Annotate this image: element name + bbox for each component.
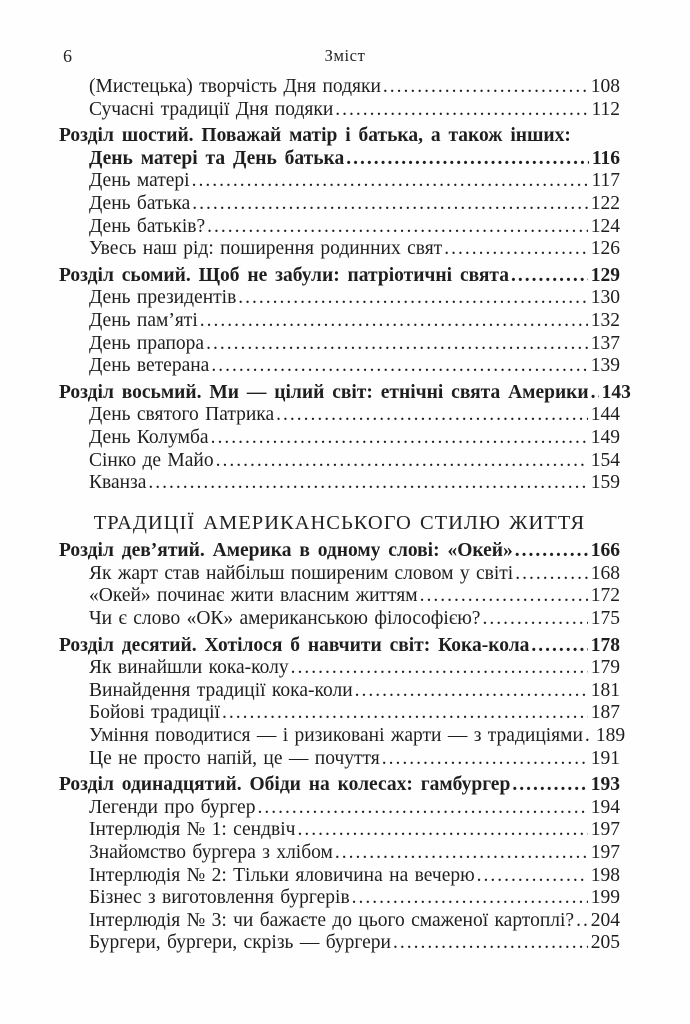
toc-entry <box>59 887 620 910</box>
toc-entry-label: Інтерлюдія № 2: Тільки яловичина на вечерю <box>89 864 475 886</box>
toc-entry-label: Розділ сьомий. Щоб не забули: патріотичні свята <box>59 264 509 286</box>
toc-entry-page: 187 <box>590 702 620 724</box>
dot-leader <box>511 265 588 288</box>
toc-entry <box>59 472 620 495</box>
toc-entry <box>59 450 620 473</box>
dot-leader <box>216 450 588 473</box>
toc-entry-label: Кванза <box>89 472 147 494</box>
table-of-contents <box>59 76 631 955</box>
toc-entry-label: Сінко де Майо <box>89 449 214 471</box>
toc-entry-page: 154 <box>590 449 620 471</box>
toc-entry-label: Інтерлюдія № 3: чи бажаєте до цього смаженої картоплі? <box>89 909 575 931</box>
toc-entry-page: 197 <box>590 842 620 863</box>
dot-leader <box>257 797 587 820</box>
dot-leader <box>591 382 599 405</box>
toc-entry <box>59 216 620 239</box>
toc-entry-page: 181 <box>590 679 620 701</box>
toc-entry-label: День президентів <box>89 287 237 309</box>
toc-entry-label: Це не просто напій, це — почуття <box>89 747 380 769</box>
toc-entry <box>59 725 626 748</box>
toc-entry <box>59 333 620 356</box>
toc-entry <box>59 657 620 680</box>
toc-entry-label: Знайомство бургера з хлібом <box>89 842 333 863</box>
toc-entry-page: 117 <box>591 170 620 192</box>
dot-leader <box>335 99 588 122</box>
toc-entry-page: 178 <box>590 634 620 656</box>
toc-entry-label: Уміння поводитися — і ризиковані жарти — з традиціями <box>89 725 583 747</box>
toc-entry-page: 126 <box>590 238 620 260</box>
toc-entry <box>59 748 620 771</box>
toc-entry-page: 191 <box>590 747 620 769</box>
toc-chapter-title-line1: Розділ шостий. Поважай матір і батька, а також інших: <box>59 125 571 147</box>
toc-entry-page: 175 <box>590 608 620 630</box>
toc-entry <box>59 910 620 933</box>
toc-entry <box>59 680 620 703</box>
toc-entry-label: Розділ дев’ятий. Америка в одному слові: «Окей» <box>59 540 513 562</box>
toc-entry <box>59 608 620 631</box>
toc-entry-page: 116 <box>591 147 620 169</box>
toc-entry-label: Увесь наш рід: поширення родинних свят <box>89 238 443 260</box>
dot-leader <box>200 310 588 333</box>
dot-leader <box>382 748 588 771</box>
page-header <box>0 46 690 66</box>
toc-entry <box>59 99 620 122</box>
dot-leader <box>297 819 587 842</box>
toc-entry-label: Розділ десятий. Хотілося б навчити світ: Кока-кола <box>59 634 530 656</box>
dot-leader <box>515 540 588 563</box>
toc-entry <box>59 865 620 888</box>
toc-entry-label: День батьків? <box>89 215 206 237</box>
dot-leader <box>352 887 588 910</box>
toc-entry-label: Чи є слово «ОК» американською філософією? <box>89 608 481 630</box>
toc-entry-label: День прапора <box>89 332 205 354</box>
toc-entry-label: День святого Патрика <box>89 404 275 426</box>
section-heading: ТРАДИЦІЇ АМЕРИКАНСЬКОГО СТИЛЮ ЖИТТЯ <box>93 511 586 534</box>
toc-entry-page: 124 <box>590 215 620 237</box>
toc-entry <box>59 702 620 725</box>
toc-entry-label: Розділ одинадцятий. Обіди на колесах: гамбургер <box>59 774 511 796</box>
toc-entry-page: 179 <box>590 657 620 679</box>
toc-entry-label: День пам’яті <box>89 309 198 331</box>
toc-entry <box>59 563 620 586</box>
dot-leader <box>211 427 588 450</box>
dot-leader <box>335 842 588 865</box>
toc-chapter-entry <box>59 381 631 405</box>
toc-entry-page: 159 <box>590 472 620 494</box>
toc-entry-label: День матері <box>89 170 190 192</box>
toc-entry-page: 112 <box>591 98 620 120</box>
toc-entry-label: День батька <box>89 192 191 214</box>
dot-leader <box>276 404 588 427</box>
toc-entry <box>59 427 620 450</box>
toc-chapter-entry <box>59 540 620 563</box>
toc-entry-page: 137 <box>590 332 620 354</box>
dot-leader <box>531 635 587 658</box>
dot-leader <box>192 193 588 216</box>
dot-leader <box>192 170 589 193</box>
toc-entry-page: 199 <box>590 887 620 909</box>
dot-leader <box>346 148 589 171</box>
toc-entry-page: 205 <box>590 932 620 954</box>
dot-leader <box>393 932 588 955</box>
toc-entry-page: 166 <box>590 540 620 562</box>
dot-leader <box>206 333 588 356</box>
toc-entry-page: 168 <box>590 562 620 584</box>
dot-leader <box>420 585 588 608</box>
toc-entry <box>59 170 620 193</box>
toc-entry-page: 172 <box>590 585 620 607</box>
dot-leader <box>477 865 588 888</box>
toc-entry-label: День ветерана <box>89 355 210 377</box>
toc-entry <box>59 76 620 99</box>
toc-entry-label: Бізнес з виготовлення бургерів <box>89 887 350 909</box>
toc-entry-label: День матері та День батька <box>89 147 345 169</box>
dot-leader <box>355 680 588 703</box>
dot-leader <box>222 702 588 725</box>
toc-entry <box>59 932 620 955</box>
toc-entry-label: Розділ восьмий. Ми — цілий світ: етнічні свята Америки <box>59 381 589 403</box>
toc-chapter-entry <box>59 774 620 797</box>
toc-entry-page: 149 <box>590 426 620 448</box>
toc-chapter-entry <box>59 265 620 288</box>
toc-entry-label: Інтерлюдія № 1: сендвіч <box>89 819 296 841</box>
dot-leader <box>211 355 587 378</box>
toc-entry-page: 193 <box>590 774 620 796</box>
dot-leader <box>512 774 587 797</box>
toc-entry <box>59 238 620 261</box>
dot-leader <box>576 910 588 933</box>
dot-leader <box>383 76 588 99</box>
toc-entry <box>59 797 620 820</box>
dot-leader <box>207 216 588 239</box>
toc-entry-label: «Окей» починає жити власним життям <box>89 585 418 607</box>
toc-entry-page: 143 <box>601 381 631 403</box>
toc-entry <box>59 287 620 310</box>
toc-entry-page: 197 <box>590 819 620 841</box>
running-head-title: Зміст <box>324 46 366 65</box>
dot-leader <box>238 287 587 310</box>
toc-chapter-entry <box>59 148 620 171</box>
toc-entry-page: 122 <box>590 192 620 214</box>
toc-entry-page: 189 <box>595 725 626 747</box>
toc-entry-label: День Колумба <box>89 426 209 448</box>
toc-entry-label: Як винайшли кока-колу <box>89 657 289 679</box>
toc-entry <box>59 193 620 216</box>
toc-entry <box>59 585 620 608</box>
toc-entry-label: Як жарт став найбільш поширеним словом у світі <box>89 562 514 584</box>
toc-chapter-entry <box>59 635 620 658</box>
toc-entry <box>59 842 620 865</box>
toc-entry-label: Бойові традиції <box>89 702 220 724</box>
toc-entry <box>59 404 620 427</box>
toc-entry-page: 204 <box>590 909 620 931</box>
toc-entry-label: Сучасні традиції Дня подяки <box>89 98 334 120</box>
toc-entry-label: Бургери, бургери, скрізь — бургери <box>89 932 391 954</box>
toc-entry <box>59 819 620 842</box>
page-number: 6 <box>63 46 72 66</box>
dot-leader <box>482 608 587 631</box>
dot-leader <box>515 563 588 586</box>
toc-entry-page: 194 <box>590 796 620 818</box>
toc-entry-label: (Мистецька) творчість Дня подяки <box>89 76 381 97</box>
dot-leader <box>585 725 593 748</box>
toc-entry <box>59 310 620 333</box>
toc-entry-page: 198 <box>590 864 620 886</box>
toc-entry-label: Легенди про бургер <box>89 796 256 818</box>
toc-entry-page: 108 <box>590 76 620 97</box>
toc-entry-page: 132 <box>590 309 620 331</box>
toc-entry-page: 139 <box>590 355 620 377</box>
toc-entry-label: Винайдення традиції кока-коли <box>89 679 353 701</box>
dot-leader <box>291 657 588 680</box>
toc-entry-page: 144 <box>590 404 620 426</box>
toc-entry-page: 130 <box>590 287 620 309</box>
dot-leader <box>444 238 588 261</box>
toc-entry-page: 129 <box>590 264 620 286</box>
dot-leader <box>148 472 587 495</box>
toc-entry <box>59 355 620 378</box>
